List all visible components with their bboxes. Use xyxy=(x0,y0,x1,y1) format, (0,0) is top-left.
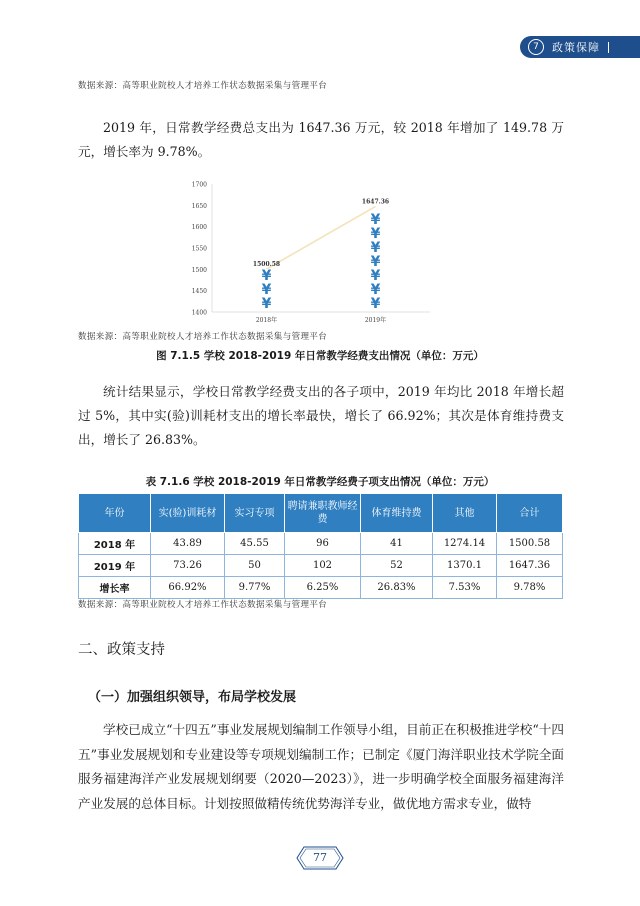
paragraph-text: 统计结果显示，学校日常教学经费支出的各子项中，2019 年均比 2018 年增长超过 5%，其中实(验)训耗材支出的增长率最快，增长了 66.92%；其次是体育维持费支出，增长了 26.83%。 xyxy=(78,384,564,447)
yen-marker-icon: ¥ xyxy=(370,282,381,298)
table-cell: 9.77% xyxy=(225,577,285,599)
paragraph-text: 学校已成立“十四五”事业发展规划编制工作领导小组，目前正在积极推进学校“十四五”事业发展规划和专业建设等专项规划编制工作；已制定《厦门海洋职业技术学院全面服务福建海洋产业发展规划纲要（2020—2023）》，进一步明确学校全面服务福建海洋产业发展的总体目标。计划按照做精传统优势海洋专业，做优地方需求专业，做特 xyxy=(78,722,564,811)
paragraph-subitems xyxy=(78,380,564,452)
subsection-heading: （一）加强组织领导，布局学校发展 xyxy=(88,690,297,705)
table-header-cell: 聘请兼职教师经费 xyxy=(285,494,361,533)
y-tick-label: 1700 xyxy=(191,181,207,189)
data-label: 1647.36 xyxy=(361,198,390,206)
table-header-cell: 实习专项 xyxy=(225,494,285,533)
yen-marker-icon: ¥ xyxy=(370,254,381,270)
yen-marker-icon: ¥ xyxy=(261,296,272,312)
table-header-row xyxy=(79,494,563,533)
table-cell: 66.92% xyxy=(151,577,225,599)
table-header-cell: 合计 xyxy=(497,494,563,533)
table-cell: 50 xyxy=(225,555,285,577)
paragraph-text: 2019 年，日常教学经费总支出为 1647.36 万元，较 2018 年增加了 149.78 万元，增长率为 9.78%。 xyxy=(78,120,564,159)
yen-marker-icon: ¥ xyxy=(370,240,381,256)
table-cell: 1500.58 xyxy=(497,533,563,555)
x-tick-label: 2018年 xyxy=(255,317,278,324)
table-cell: 1647.36 xyxy=(497,555,563,577)
source-note-chart: 数据来源：高等职业院校人才培养工作状态数据采集与管理平台 xyxy=(78,332,328,342)
expense-line-chart xyxy=(180,176,440,328)
table-cell: 26.83% xyxy=(361,577,433,599)
y-tick-label: 1550 xyxy=(191,245,207,253)
table-cell: 6.25% xyxy=(285,577,361,599)
yen-marker-icon: ¥ xyxy=(370,296,381,312)
yen-marker-icon: ¥ xyxy=(370,268,381,284)
expense-table xyxy=(78,493,563,599)
table-header-cell: 体育维持费 xyxy=(361,494,433,533)
table-cell: 1370.1 xyxy=(433,555,497,577)
paragraph-expense-total xyxy=(78,116,564,164)
y-tick-label: 1500 xyxy=(191,266,207,274)
table-header-cell: 其他 xyxy=(433,494,497,533)
page-number: 77 xyxy=(313,851,327,864)
y-tick-label: 1450 xyxy=(191,288,207,296)
table-row xyxy=(79,533,563,555)
header-divider xyxy=(608,42,609,53)
table-cell: 45.55 xyxy=(225,533,285,555)
section-heading: 二、政策支持 xyxy=(78,642,165,658)
y-tick-label: 1650 xyxy=(191,202,207,210)
yen-marker-icon: ¥ xyxy=(370,212,381,228)
yen-marker-icon: ¥ xyxy=(261,268,272,284)
table-cell: 52 xyxy=(361,555,433,577)
table-cell: 41 xyxy=(361,533,433,555)
source-note-top: 数据来源：高等职业院校人才培养工作状态数据采集与管理平台 xyxy=(78,81,328,91)
table-cell: 7.53% xyxy=(433,577,497,599)
yen-marker-icon: ¥ xyxy=(370,226,381,242)
table-cell: 73.26 xyxy=(151,555,225,577)
table-row xyxy=(79,577,563,599)
table-header-cell: 年份 xyxy=(79,494,151,533)
table-cell: 96 xyxy=(285,533,361,555)
table-cell: 2019 年 xyxy=(79,555,151,577)
source-note-table: 数据来源：高等职业院校人才培养工作状态数据采集与管理平台 xyxy=(78,600,328,610)
table-cell: 2018 年 xyxy=(79,533,151,555)
yen-marker-icon: ¥ xyxy=(261,282,272,298)
series-line xyxy=(267,206,376,269)
table-header-cell: 实(验)训耗材 xyxy=(151,494,225,533)
y-tick-label: 1600 xyxy=(191,224,207,232)
table-row xyxy=(79,555,563,577)
table-cell: 增长率 xyxy=(79,577,151,599)
paragraph-policy xyxy=(78,718,564,816)
table-cell: 43.89 xyxy=(151,533,225,555)
table-cell: 1274.14 xyxy=(433,533,497,555)
data-label: 1500.58 xyxy=(252,261,281,269)
x-tick-label: 2019年 xyxy=(364,317,387,324)
chapter-header xyxy=(520,36,640,58)
figure-caption: 图 7.1.5 学校 2018-2019 年日常教学经费支出情况（单位：万元） xyxy=(156,350,484,362)
y-tick-label: 1400 xyxy=(191,309,207,317)
table-caption: 表 7.1.6 学校 2018-2019 年日常教学经费子项支出情况（单位：万元） xyxy=(145,476,495,488)
table-cell: 102 xyxy=(285,555,361,577)
chapter-title: 政策保障 xyxy=(552,41,600,54)
chapter-number: 7 xyxy=(528,39,544,55)
table-cell: 9.78% xyxy=(497,577,563,599)
